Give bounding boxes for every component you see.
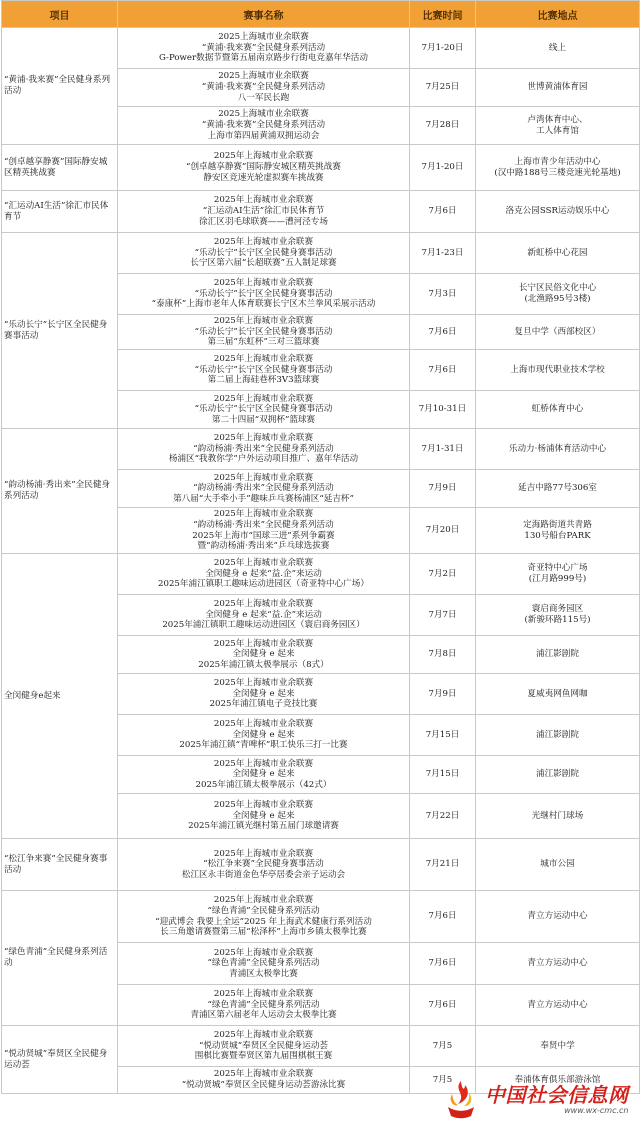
event-name-line: 2025年上海城市业余联赛: [213, 947, 314, 958]
event-place-line: 130号船台PARK: [524, 530, 591, 541]
event-name-cell: [118, 470, 410, 508]
event-name-cell: [118, 391, 410, 429]
event-name-cell: [118, 274, 410, 315]
table-row: [2, 429, 640, 470]
event-name-line: G-Power数据节暨第五届南京路步行街电竞嘉年华活动: [159, 53, 368, 64]
table-row: [2, 839, 640, 891]
watermark-title: 中国社会信息网: [485, 1082, 629, 1107]
event-name-cell: [118, 107, 410, 145]
event-name-line: “悦动贤城”奉贤区全民健身运动荟游泳比赛: [181, 1080, 346, 1091]
event-name-cell: [118, 1026, 410, 1067]
event-place-line: 浦江影剧院: [536, 729, 579, 740]
project-cell: “绿色青浦”全民健身系列活动: [2, 891, 118, 1026]
event-name-cell: [118, 508, 410, 554]
event-place-line: 浦江影剧院: [536, 769, 579, 780]
event-name-line: 第三届“东虹杯”三对三篮球赛: [207, 337, 320, 348]
event-name-line: “绿色青浦”全民健身系列活动: [207, 958, 320, 969]
event-time-cell: 7月2日: [410, 554, 476, 595]
event-name-line: 2025年上海城市业余联赛: [213, 509, 314, 520]
event-time-cell: 7月6日: [410, 985, 476, 1026]
event-place-cell: [476, 470, 640, 508]
event-name-line: 全闵健身 e 起来: [232, 729, 295, 740]
event-place-line: 乐动力·杨浦体育活动中心: [508, 443, 607, 454]
table-row: [2, 554, 640, 595]
event-name-line: “韵动杨浦·秀出来”全民健身系列活动: [193, 483, 334, 494]
event-place-line: 青立方运动中心: [527, 958, 588, 969]
project-cell: “汇运动AI生活”徐汇市民体育节: [2, 191, 118, 233]
event-name-line: 2025年上海城市业余联赛: [213, 678, 314, 689]
event-place-line: 上海市现代职业技术学校: [510, 364, 605, 375]
event-place-cell: [476, 554, 640, 595]
event-name-line: “黄浦·我来赛”全民健身系列活动: [201, 42, 326, 53]
event-place-line: 工人体育馆: [536, 125, 579, 136]
event-time-cell: 7月6日: [410, 191, 476, 233]
event-place-line: 奉浦体育俱乐部游泳馆: [514, 1074, 601, 1085]
project-cell: “创卓越享静赛”国际静安城区精英挑战赛: [2, 145, 118, 191]
project-cell: “乐动长宁”长宁区全民健身赛事活动: [2, 233, 118, 429]
event-place-line: 寰启商务园区: [531, 604, 584, 615]
event-name-cell: [118, 985, 410, 1026]
event-time-cell: 7月6日: [410, 943, 476, 985]
event-place-cell: [476, 274, 640, 315]
event-name-line: 徐汇区羽毛球联赛——漕河泾专场: [199, 216, 328, 227]
event-place-cell: [476, 28, 640, 69]
event-name-line: 2025年浦江镇太极拳展示（8式）: [198, 659, 329, 670]
event-name-cell: [118, 554, 410, 595]
event-place-cell: [476, 985, 640, 1026]
project-cell: “韵动杨浦·秀出来”全民健身系列活动: [2, 429, 118, 554]
event-place-line: 定海路街道共青路: [523, 519, 592, 530]
event-name-line: 2025年上海城市业余联赛: [213, 719, 314, 730]
event-place-line: (江月路999号): [528, 574, 587, 585]
table-row: [2, 891, 640, 943]
event-name-line: 2025年上海城市业余联赛: [213, 316, 314, 326]
header-time: 比赛时间: [410, 1, 476, 28]
event-place-line: 浦江影剧院: [536, 649, 579, 660]
event-place-cell: [476, 508, 640, 554]
event-name-line: 全闵健身 e 起来: [232, 688, 295, 699]
event-name-line: 全闵健身 e 起来: [232, 649, 295, 660]
event-time-cell: 7月25日: [410, 69, 476, 107]
event-name-line: “乐动长宁”长宁区全民健身赛事活动: [194, 288, 333, 299]
event-place-line: 夏威夷网鱼网咖: [527, 688, 588, 699]
event-name-line: 2025年上海城市业余联赛: [213, 195, 314, 206]
site-watermark: [440, 1076, 636, 1122]
event-name-line: 松江区永丰街道金色华亭居委会亲子运动会: [181, 869, 346, 880]
event-name-line: 2025上海城市业余联赛: [218, 71, 309, 82]
table-row: [2, 1026, 640, 1067]
event-place-cell: [476, 674, 640, 715]
event-name-line: 八一军民长跑: [237, 92, 290, 103]
event-name-line: 上海市第四届黄浦双拥运动会: [207, 130, 320, 141]
event-name-line: “创卓越享静赛”国际静安城区精英挑战赛: [186, 162, 341, 173]
event-name-line: 2025年浦江镇太极拳展示（42式）: [195, 779, 332, 790]
event-time-cell: 7月6日: [410, 891, 476, 943]
event-place-cell: [476, 756, 640, 794]
event-name-line: 青浦区第六届老年人运动会太极拳比赛: [190, 1010, 337, 1021]
torch-logo-icon: [440, 1078, 482, 1120]
table-row: [2, 233, 640, 274]
event-name-cell: [118, 943, 410, 985]
header-event-name: 赛事名称: [118, 1, 410, 28]
event-name-line: “绿色青浦”全民健身系列活动: [207, 905, 320, 916]
event-place-line: 世博黄浦体育园: [527, 82, 588, 93]
event-name-line: 2025年上海城市业余联赛: [213, 638, 314, 649]
event-place-line: (新骏环路115号): [524, 615, 591, 626]
table-row: [2, 28, 640, 69]
event-name-line: “乐动长宁”长宁区全民健身赛事活动: [194, 404, 333, 415]
event-name-line: 长宁区第六届“长超联赛”五人制足球赛: [190, 258, 337, 269]
event-time-cell: 7月21日: [410, 839, 476, 891]
event-name-cell: [118, 794, 410, 839]
header-place: 比赛地点: [476, 1, 640, 28]
event-time-cell: 7月10-31日: [410, 391, 476, 429]
event-time-cell: 7月15日: [410, 756, 476, 794]
event-place-line: 洛克公园SSR运动娱乐中心: [505, 206, 610, 217]
event-place-line: 长宁区民俗文化中心: [518, 283, 597, 294]
event-place-cell: [476, 839, 640, 891]
event-time-cell: 7月1-20日: [410, 145, 476, 191]
event-place-cell: [476, 145, 640, 191]
event-place-cell: [476, 350, 640, 391]
event-name-cell: [118, 315, 410, 350]
event-name-line: 2025年上海城市业余联赛: [213, 599, 314, 610]
event-place-line: 线上: [548, 42, 567, 53]
event-place-line: 新虹桥中心花园: [527, 247, 588, 258]
event-place-cell: [476, 191, 640, 233]
event-name-line: 2025年浦江镇电子竞技比赛: [209, 699, 318, 710]
event-place-line: 卢湾体育中心、: [527, 114, 588, 125]
event-time-cell: 7月28日: [410, 107, 476, 145]
event-time-cell: 7月9日: [410, 674, 476, 715]
event-name-line: 2025年上海城市业余联赛: [213, 472, 314, 483]
event-name-cell: [118, 429, 410, 470]
event-time-cell: 7月1-31日: [410, 429, 476, 470]
event-time-cell: 7月8日: [410, 636, 476, 674]
event-place-line: 复旦中学（西部校区）: [514, 326, 601, 337]
event-place-cell: [476, 595, 640, 636]
event-name-line: 2025年浦江镇光继村第五届门球邀请赛: [188, 821, 339, 832]
event-name-line: “迎武博会 我要上全运”2025 年上海武术健康行系列活动: [155, 916, 372, 927]
event-name-cell: [118, 636, 410, 674]
event-time-cell: 7月7日: [410, 595, 476, 636]
event-time-cell: 7月9日: [410, 470, 476, 508]
event-name-line: “乐动长宁”长宁区全民健身赛事活动: [194, 247, 333, 258]
event-name-cell: [118, 674, 410, 715]
event-place-line: 青立方运动中心: [527, 999, 588, 1010]
event-name-line: 2025年浦江镇“青啤杯”职工快乐三打一比赛: [179, 740, 348, 751]
event-name-line: 2025年上海城市业余联赛: [213, 393, 314, 404]
event-name-cell: [118, 69, 410, 107]
watermark-url: www.wx-cmc.cn: [564, 1105, 629, 1115]
event-name-line: 2025上海城市业余联赛: [218, 31, 309, 42]
event-name-line: 第二届上海硅巷杯3V3篮球赛: [207, 375, 320, 386]
event-name-line: “汇运动AI生活”徐汇市民体育节: [202, 206, 325, 217]
event-name-line: 2025年上海城市业余联赛: [213, 989, 314, 1000]
event-name-line: 2025年上海城市业余联赛: [213, 354, 314, 365]
event-name-line: “悦动贤城”奉贤区全民健身运动荟: [198, 1040, 329, 1051]
event-name-cell: [118, 350, 410, 391]
event-name-line: 2025年上海城市业余联赛: [213, 758, 314, 769]
event-place-line: 青立方运动中心: [527, 911, 588, 922]
event-time-cell: 7月6日: [410, 315, 476, 350]
event-name-line: “乐动长宁”长宁区全民健身赛事活动: [194, 364, 333, 375]
event-name-line: “泰康杯”上海市老年人体育联赛长宁区木兰拳风采展示活动: [151, 299, 376, 310]
event-name-cell: [118, 756, 410, 794]
table-row: [2, 191, 640, 233]
event-place-cell: [476, 233, 640, 274]
event-place-cell: [476, 1026, 640, 1067]
event-time-cell: 7月20日: [410, 508, 476, 554]
event-name-line: 2025年上海城市业余联赛: [213, 151, 314, 162]
event-name-line: 2025年上海城市业余联赛: [213, 848, 314, 859]
event-place-cell: [476, 429, 640, 470]
event-place-cell: [476, 391, 640, 429]
event-place-cell: [476, 943, 640, 985]
event-place-line: 奇亚特中心广场: [527, 563, 588, 574]
event-time-cell: 7月1-20日: [410, 28, 476, 69]
event-schedule-table: [1, 0, 640, 1094]
event-time-cell: 7月15日: [410, 715, 476, 756]
event-place-cell: [476, 315, 640, 350]
event-name-line: 2025年上海城市业余联赛: [213, 1069, 314, 1080]
event-place-line: 虹桥体育中心: [531, 404, 584, 415]
event-name-cell: [118, 891, 410, 943]
event-name-line: 2025年上海市“国球三进”系列争霸赛: [192, 530, 335, 541]
event-name-line: 暨“韵动杨浦·秀出来”乒乓球选拔赛: [197, 541, 330, 552]
event-name-line: 青浦区太极拳比赛: [229, 968, 298, 979]
event-name-cell: [118, 839, 410, 891]
event-place-line: 光继村门球场: [531, 810, 584, 821]
event-name-line: 2025年上海城市业余联赛: [213, 236, 314, 247]
event-place-line: 城市公园: [540, 859, 575, 870]
table-row: [2, 145, 640, 191]
event-time-cell: 7月1-23日: [410, 233, 476, 274]
event-name-line: 围棋比赛暨奉贤区第九届围棋棋王赛: [194, 1051, 333, 1062]
event-name-cell: [118, 1067, 410, 1094]
event-name-cell: [118, 233, 410, 274]
event-name-line: 杨浦区“我教你学”户外运动项目推广、嘉年华活动: [168, 454, 359, 465]
event-name-line: 静安区竞速光轮虚拟赛车挑战赛: [203, 172, 324, 183]
event-place-line: 上海市青少年活动中心: [514, 156, 601, 167]
event-place-line: 延吉中路77号306室: [518, 483, 597, 494]
event-name-line: 2025年浦江镇职工趣味运动进园区（寰启商务园区）: [162, 620, 365, 631]
event-name-line: 第二十四届“双拥杯”篮球赛: [211, 414, 316, 425]
event-name-line: 2025上海城市业余联赛: [218, 109, 309, 120]
event-time-cell: 7月22日: [410, 794, 476, 839]
event-name-cell: [118, 145, 410, 191]
project-cell: “悦动贤城”奉贤区全民健身运动荟: [2, 1026, 118, 1094]
event-name-line: “乐动长宁”长宁区全民健身赛事活动: [194, 326, 333, 337]
event-name-line: 2025年上海城市业余联赛: [213, 1030, 314, 1041]
event-name-line: “绿色青浦”全民健身系列活动: [207, 999, 320, 1010]
event-place-cell: [476, 891, 640, 943]
event-name-cell: [118, 191, 410, 233]
event-name-line: “松江争来赛”全民健身赛事活动: [203, 859, 324, 870]
event-name-cell: [118, 715, 410, 756]
table-body: [2, 28, 640, 1094]
event-name-line: 全闵健身 e 起来: [232, 810, 295, 821]
event-name-line: 2025年上海城市业余联赛: [213, 277, 314, 288]
event-place-line: (北渔路95号3楼): [524, 294, 591, 304]
event-place-cell: [476, 69, 640, 107]
event-place-cell: [476, 107, 640, 145]
project-cell: “黄浦·我来赛”全民健身系列活动: [2, 28, 118, 145]
event-name-line: 2025年上海城市业余联赛: [213, 800, 314, 811]
event-place-cell: [476, 715, 640, 756]
event-place-cell: [476, 794, 640, 839]
event-name-line: 长三角邀请赛暨第三届“松泽杯”上海市乡镇太极拳比赛: [160, 927, 367, 938]
header-project: 项目: [2, 1, 118, 28]
event-name-line: “韵动杨浦·秀出来”全民健身系列活动: [193, 443, 334, 454]
event-time-cell: 7月3日: [410, 274, 476, 315]
project-cell: “松江争来赛”全民健身赛事活动: [2, 839, 118, 891]
table-header-row: [2, 1, 640, 28]
event-name-line: 第八届“大手牵小手”趣味乒乓赛杨浦区“延吉杯”: [173, 493, 354, 504]
event-name-line: 2025年浦江镇职工趣味运动进园区（奇亚特中心广场）: [158, 579, 369, 590]
event-name-line: 全闵健身 e 起来: [232, 769, 295, 780]
event-name-line: 全闵健身 e 起来“益.企”来运动: [205, 568, 322, 579]
event-time-cell: 7月6日: [410, 350, 476, 391]
project-cell: 全闵健身e起来: [2, 554, 118, 839]
event-place-cell: [476, 636, 640, 674]
event-name-line: “韵动杨浦·秀出来”全民健身系列活动: [193, 519, 334, 530]
event-name-line: “黄浦·我来赛”全民健身系列活动: [201, 120, 326, 131]
event-name-line: 2025年上海城市业余联赛: [213, 558, 314, 569]
event-time-cell: 7月5: [410, 1067, 476, 1094]
event-name-line: 2025年上海城市业余联赛: [213, 433, 314, 444]
event-name-cell: [118, 28, 410, 69]
event-name-cell: [118, 595, 410, 636]
event-time-cell: 7月5: [410, 1026, 476, 1067]
event-place-line: 奉贤中学: [540, 1040, 575, 1051]
event-name-line: 全闵健身 e 起来“益.企”来运动: [205, 609, 322, 620]
event-name-line: “黄浦·我来赛”全民健身系列活动: [201, 82, 326, 93]
event-name-line: 2025年上海城市业余联赛: [213, 895, 314, 906]
event-place-line: (汉中路188号三楼竞速光轮基地): [494, 167, 621, 178]
